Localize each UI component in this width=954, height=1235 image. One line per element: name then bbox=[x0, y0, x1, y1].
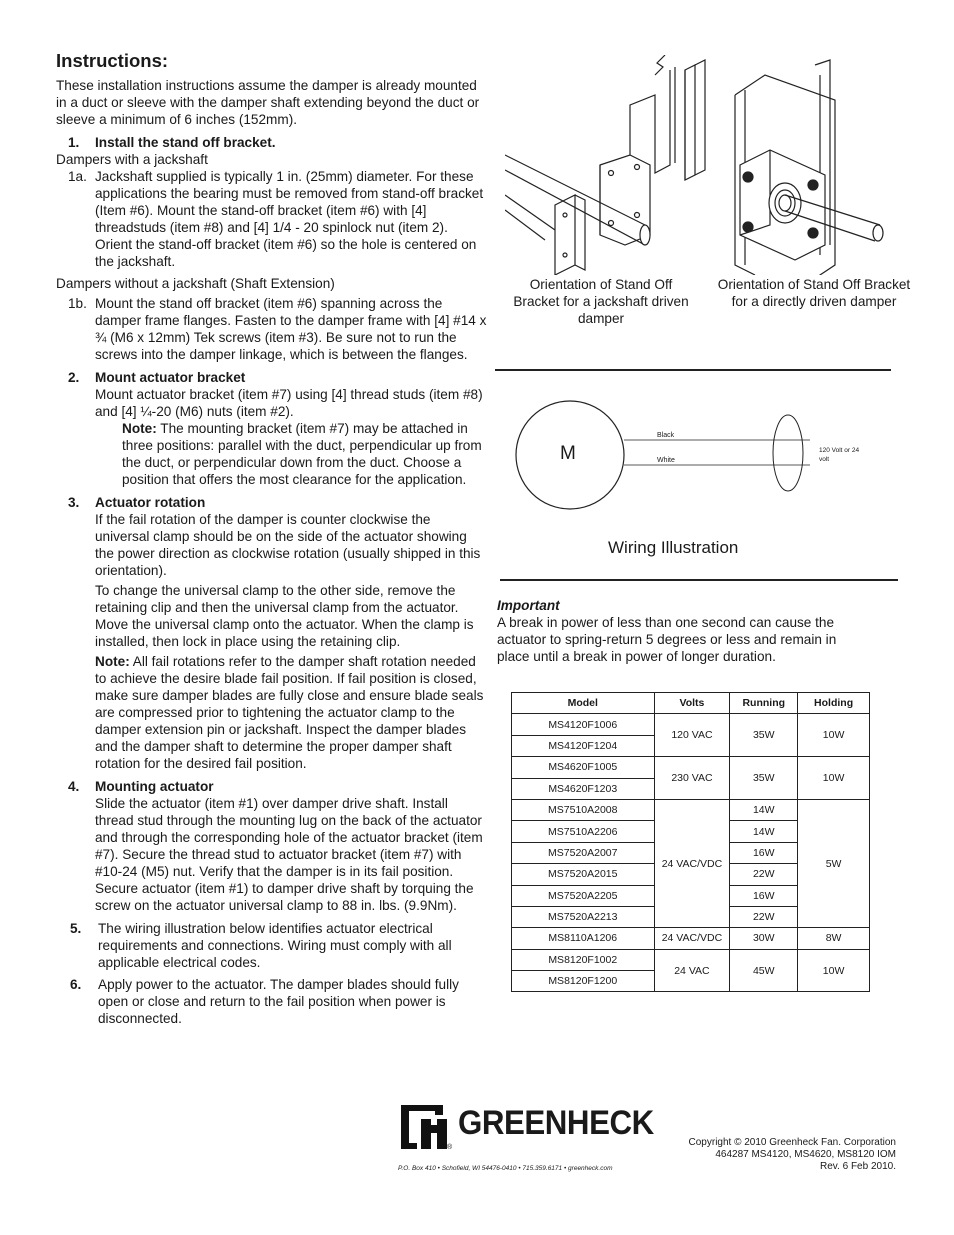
header-running: Running bbox=[730, 693, 798, 714]
step-text: Slide the actuator (item #1) over damper drive shaft. Install thread stud through the mounting lug on the back of the actuator and through the corresponding hole of the actuator bracket (item #7). Secure the thread stud to actuator bracket (item #7) with #10-24 (M5) nut. Verify that the damper is in its fail position. Secure actuator (item #1) to damper drive shaft by torquing the screw on the actuator universal clamp to 88 in. lbs. (9.9Nm). bbox=[95, 796, 483, 913]
step-2 bbox=[56, 369, 488, 488]
step-3 bbox=[56, 494, 488, 772]
holding-cell: 10W bbox=[798, 949, 870, 992]
running-cell: 45W bbox=[730, 949, 798, 992]
model-cell: MS8110A1206 bbox=[512, 928, 655, 949]
direct-drive-bracket-drawing bbox=[735, 60, 883, 275]
step-title: Mount actuator bracket bbox=[95, 370, 246, 385]
step-title: Mounting actuator bbox=[95, 779, 214, 794]
step-1a bbox=[56, 168, 488, 270]
running-cell: 35W bbox=[730, 757, 798, 800]
table-row bbox=[512, 949, 870, 970]
instructions-column bbox=[56, 52, 488, 1027]
step-number: 5. bbox=[70, 921, 82, 936]
holding-cell: 10W bbox=[798, 714, 870, 757]
volts-cell: 230 VAC bbox=[654, 757, 730, 800]
step-number: 1a. bbox=[68, 169, 87, 184]
step-text: Mount actuator bracket (item #7) using [4] thread studs (item #8) and [4] ¼-20 (M6) nuts (item #2). bbox=[95, 387, 483, 419]
model-cell: MS7510A2008 bbox=[512, 799, 655, 820]
model-cell: MS7510A2206 bbox=[512, 821, 655, 842]
volts-cell: 24 VAC/VDC bbox=[654, 928, 730, 949]
step-4 bbox=[56, 778, 488, 914]
document-id: 464287 MS4120, MS4620, MS8120 IOM bbox=[715, 1149, 896, 1160]
step-number: 2. bbox=[68, 370, 80, 385]
step-text: The wiring illustration below identifies actuator electrical requirements and connections. Wiring must comply with all applicable electrical codes. bbox=[98, 921, 452, 970]
holding-cell: 5W bbox=[798, 799, 870, 927]
running-cell: 14W bbox=[730, 799, 798, 820]
intro-paragraph: These installation instructions assume the damper is already mounted in a duct or sleeve with the damper shaft extending beyond the duct or sleeve a minimum of 6 inches (152mm). bbox=[56, 78, 480, 127]
step-number: 1. bbox=[68, 135, 80, 150]
table-row bbox=[512, 714, 870, 735]
supply-label: 120 Volt or 24 volt bbox=[819, 447, 860, 463]
motor-label: M bbox=[560, 443, 576, 464]
step-number: 6. bbox=[70, 977, 82, 992]
connector-ellipse bbox=[773, 415, 803, 491]
step-title: Actuator rotation bbox=[95, 495, 206, 510]
note-label: Note: bbox=[122, 421, 157, 436]
step-text: If the fail rotation of the damper is counter clockwise the universal clamp should be on the side of the actuator showing the power direction as clockwise rotation (usually shipped in this orientation). bbox=[95, 512, 481, 578]
model-cell: MS4620F1203 bbox=[512, 778, 655, 799]
model-cell: MS8120F1200 bbox=[512, 971, 655, 992]
header-holding: Holding bbox=[798, 693, 870, 714]
jackshaft-bracket-drawing bbox=[505, 55, 705, 275]
step-text: Apply power to the actuator. The damper blades should fully open or close and return to the fail position when power is disconnected. bbox=[98, 977, 459, 1026]
running-cell: 16W bbox=[730, 885, 798, 906]
running-cell: 22W bbox=[730, 864, 798, 885]
step-text: Mount the stand off bracket (item #6) spanning across the damper frame flanges. Fasten to the damper frame with [4] #14 x ¾ (M6 x 12mm) Tek screws (item #3). Be sure not to run the screws into the damper linkage, which is between the flanges. bbox=[95, 296, 487, 362]
bracket-illustrations bbox=[505, 55, 900, 275]
wiring-title: Wiring Illustration bbox=[608, 538, 739, 557]
brand-name: GREENHECK bbox=[458, 1104, 654, 1142]
caption-direct-drive: Orientation of Stand Off Bracket for a directly driven damper bbox=[717, 277, 911, 309]
divider-bottom bbox=[500, 579, 898, 581]
revision-date: Rev. 6 Feb 2010. bbox=[820, 1161, 896, 1172]
copyright-text: Copyright © 2010 Greenheck Fan. Corporation bbox=[688, 1137, 896, 1148]
step-6 bbox=[56, 976, 488, 1027]
step-text: Jackshaft supplied is typically 1 in. (25mm) diameter. For these applications the bearing must be removed from stand-off bracket (Item #6). Mount the stand-off bracket (item #6) with [4] threadstuds (item #8) and [4] 1/4 - 20 spinlock nut (item 2). Orient the stand-off bracket (item #6) so the hole is centered on the jackshaft. bbox=[95, 169, 484, 269]
greenheck-logo-icon bbox=[397, 1103, 455, 1151]
step-note bbox=[95, 420, 488, 488]
step-number: 4. bbox=[68, 779, 80, 794]
model-cell: MS4120F1204 bbox=[512, 735, 655, 756]
holding-cell: 10W bbox=[798, 757, 870, 800]
actuator-spec-table bbox=[511, 692, 870, 992]
instructions-heading: Instructions: bbox=[56, 50, 169, 71]
sub-b-header: Dampers without a jackshaft (Shaft Extension) bbox=[56, 276, 335, 291]
volts-cell: 24 VAC/VDC bbox=[654, 799, 730, 927]
caption-jackshaft: Orientation of Stand Off Bracket for a jackshaft driven damper bbox=[513, 277, 689, 326]
model-cell: MS7520A2205 bbox=[512, 885, 655, 906]
step-5 bbox=[56, 920, 488, 971]
model-cell: MS7520A2213 bbox=[512, 906, 655, 927]
model-cell: MS7520A2007 bbox=[512, 842, 655, 863]
divider-top bbox=[495, 369, 891, 371]
company-address: P.O. Box 410 • Schofield, WI 54476-0410 • 715.359.6171 • greenheck.com bbox=[398, 1165, 613, 1172]
table-row bbox=[512, 928, 870, 949]
header-model: Model bbox=[512, 693, 655, 714]
volts-cell: 24 VAC bbox=[654, 949, 730, 992]
important-text: A break in power of less than one second can cause the actuator to spring-return 5 degrees or less and remain in place until a break in power of longer duration. bbox=[497, 615, 837, 664]
running-cell: 30W bbox=[730, 928, 798, 949]
step-1 bbox=[56, 134, 488, 151]
footer-copyright-block bbox=[640, 1137, 896, 1173]
important-label: Important bbox=[497, 598, 560, 613]
important-block bbox=[497, 597, 872, 665]
table-header-row bbox=[512, 693, 870, 714]
step-number: 1b. bbox=[68, 296, 87, 311]
holding-cell: 8W bbox=[798, 928, 870, 949]
model-cell: MS4120F1006 bbox=[512, 714, 655, 735]
note-label: Note: bbox=[95, 654, 130, 669]
model-cell: MS4620F1005 bbox=[512, 757, 655, 778]
step-text: To change the universal clamp to the other side, remove the retaining clip and then the universal clamp from the actuator. Move the universal clamp onto the actuator. When the clamp is installed, then lock in place using the retaining clip. bbox=[95, 583, 474, 649]
model-cell: MS7520A2015 bbox=[512, 864, 655, 885]
svg-text:®: ® bbox=[447, 1144, 453, 1151]
sub-a-header: Dampers with a jackshaft bbox=[56, 152, 208, 167]
step-1b bbox=[56, 295, 488, 363]
note-text: The mounting bracket (item #7) may be attached in three positions: parallel with the duct, perpendicular up from the duct, or perpendicular down from the duct. Choose a position that offers the most clearance for the application. bbox=[122, 421, 482, 487]
note-text: All fail rotations refer to the damper shaft rotation needed to achieve the desire blade fail position. If fail position is closed, make sure damper blades are fully close and ensure blade seals are compressed prior to tightening the actuator clamp to the damper extension pin or jackshaft. Inspect the damper blades and the damper shaft to determine the proper damper shaft rotation for the desired fail position. bbox=[95, 654, 484, 771]
table-row bbox=[512, 799, 870, 820]
model-cell: MS8120F1002 bbox=[512, 949, 655, 970]
running-cell: 35W bbox=[730, 714, 798, 757]
wire-label-white: White bbox=[657, 457, 675, 464]
wire-label-black: Black bbox=[657, 432, 675, 439]
running-cell: 16W bbox=[730, 842, 798, 863]
table-row bbox=[512, 757, 870, 778]
step-title: Install the stand off bracket. bbox=[95, 135, 276, 150]
header-volts: Volts bbox=[654, 693, 730, 714]
step-note bbox=[95, 653, 488, 772]
volts-cell: 120 VAC bbox=[654, 714, 730, 757]
running-cell: 14W bbox=[730, 821, 798, 842]
step-number: 3. bbox=[68, 495, 80, 510]
running-cell: 22W bbox=[730, 906, 798, 927]
